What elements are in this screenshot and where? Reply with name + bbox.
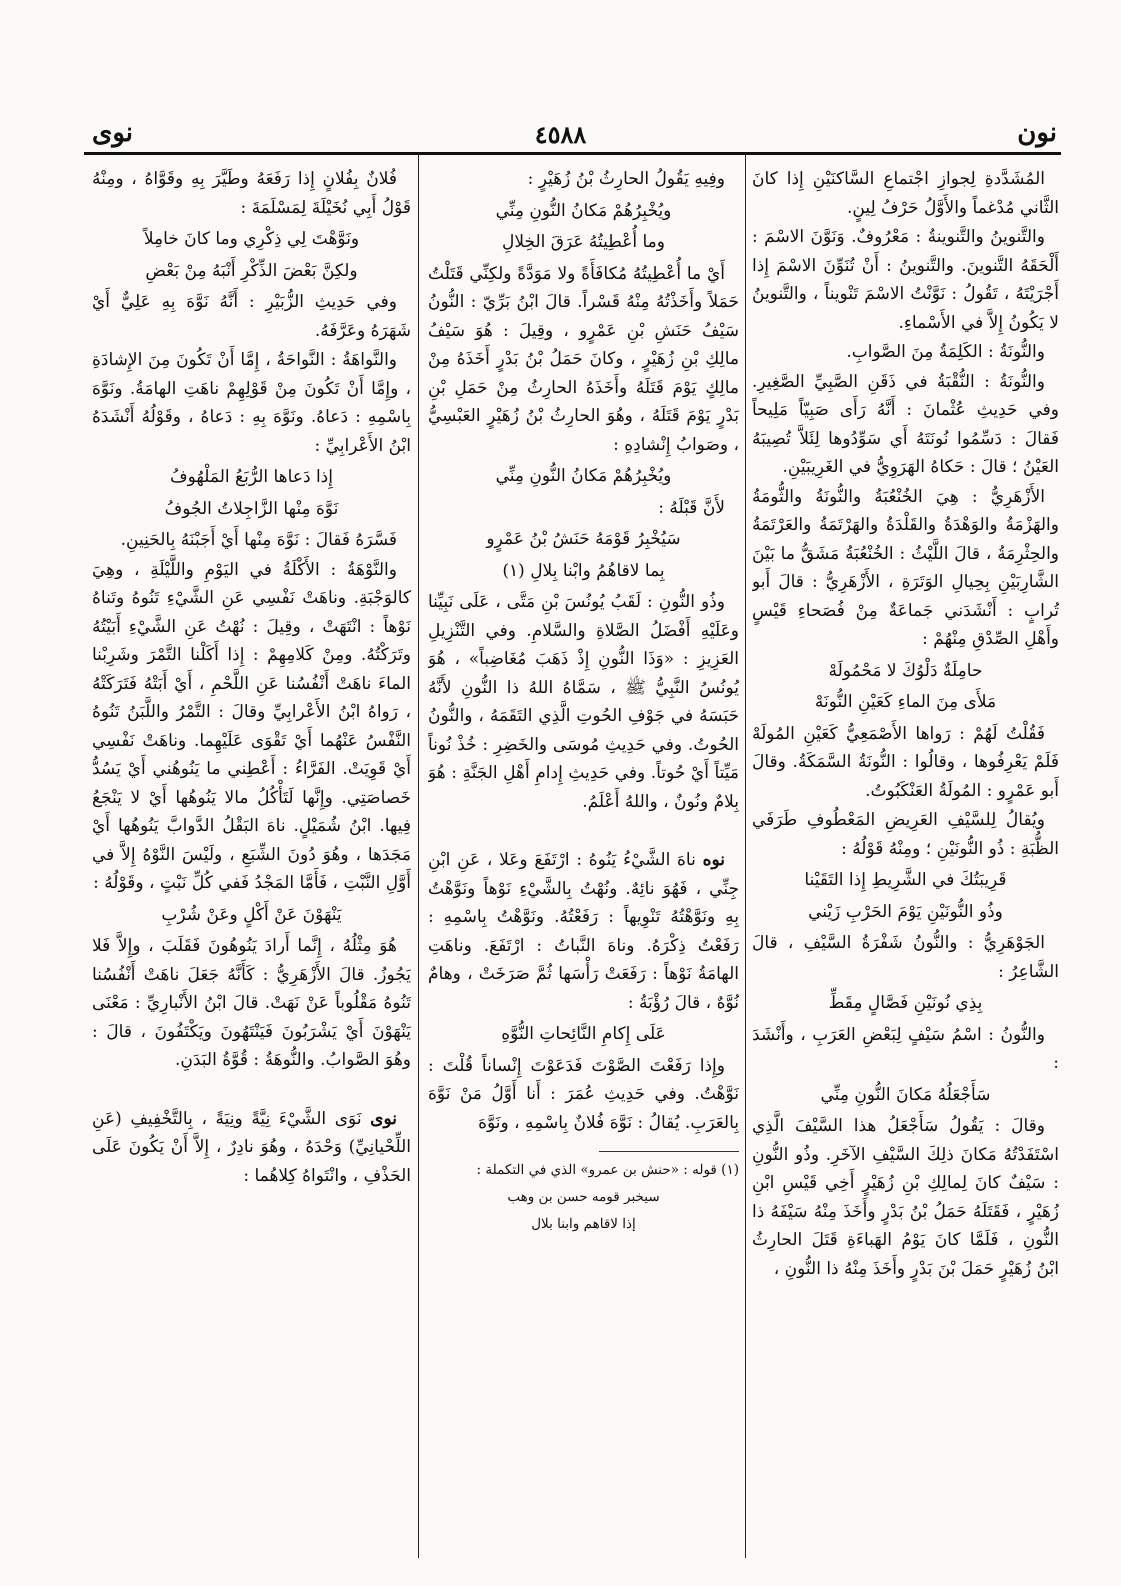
paragraph: لأَنَّ قَبْلَهُ : — [658, 497, 725, 518]
footnote-verse: سيخبر قومه حسن بن وهب — [507, 1189, 660, 1205]
left-column — [92, 165, 411, 1556]
entry-text: ناهَ الشَّيْءُ يَنُوهُ : ارْتَفَعَ وعَلا ، عَنِ ابْنِ جِنِّي ، فَهُوَ نائِهٌ. ونُهْتُ بِالشَّيْءِ نَوْهاً ونَوَّهْتُ بِهِ ونَوَّهْتُهُ تَنْوِيهاً : رَفَعْتُهُ. ونَوَّهْتُ بِاسْمِهِ : رَفَعْتُ ذِكْرَهُ. وناهَ النَّباتُ : ارْتَفَعَ. وناهَتِ الهامَةُ نَوْهاً : رَفَعَتْ رَأْسَها ثُمَّ صَرَخَتْ ، وهامٌ نُوَّهٌ ، قالَ رُؤْبَةُ : — [428, 850, 739, 1013]
verse: ونَوَّهْتَ لِي ذِكْرِي وما كانَ خامِلاً — [143, 229, 360, 249]
paragraph: والنُّونُ : اسْمُ سَيْفٍ لِبَعْضِ العَرَبِ ، وأَنْشَدَ : — [752, 1024, 1059, 1073]
paragraph: فَقُلْتُ لَهُمْ : رَواها الأَصْمَعِيُّ كَعَيْنِ المُولَهْ فَلَمْ يَعْرِفُوها ، وقالُوا : النُّونَةُ السَّمَكَةُ. وقالَ أَبو عَمْرٍو : المُولَةُ العَنْكَبُوتُ. — [752, 723, 1059, 801]
paragraph: وإِذا رَفَعْتَ الصَّوْتَ فَدَعَوْتَ إِنْساناً قُلْتَ : نَوَّهْتُ. وفي حَدِيثِ عُمَرَ : أَنا أَوَّلُ مَنْ نَوَّهَ بِالعَرَبِ. يُقالُ : نَوَّهَ فُلانٌ بِاسْمِهِ ، ونَوَّهَ — [428, 1055, 739, 1133]
verse: ويُخْبِرُهُمْ مَكانُ النُّونِ مِنِّي — [495, 200, 672, 221]
verse: سَأَجْعَلُهُ مَكانَ النُّونِ مِنِّي — [820, 1084, 991, 1105]
footnote-line: (١) قوله : «حنش بن عمرو» الذي في التكملة : — [476, 1162, 739, 1178]
verse: ولكِنَّ بَعْضَ الذِّكْرِ أَنْبَهُ مِنْ بَعْضِ — [145, 260, 358, 281]
column-divider-right — [745, 155, 746, 1558]
paragraph: والنُّونَةُ : الكَلِمَةُ مِنَ الصَّوابِ. — [846, 342, 1045, 362]
verse: سَيُخْبِرُ قَوْمَهُ حَنَشُ بْنُ عَمْرٍو — [486, 529, 681, 549]
paragraph: الأَزْهَرِيُّ : هِيَ الخُنْعُبَةُ والنُّونَةُ والثُّومَةُ والهَزْمَةُ والوَهْدَةُ والقَلْدَةُ والهَرْتَمَةُ والعَرْتَمَةُ والحِثْرِمَةُ ، قالَ اللَّيْثُ : الخُنْعُبَةُ مَشَقُّ ما بَيْنَ الشَّارِبَيْنِ بِحِيالِ الوَتَرَةِ ، الأَزْهَرِيُّ : قالَ أَبو تُرابٍ : أَنْشَدَني جَماعَةٌ مِنْ فُصَحاءِ قَيْسٍ وأَهْلِ الصِّدْقِ مِنْهُمْ : — [752, 486, 1059, 649]
entry-nwy — [92, 1105, 411, 1191]
verse: ويُخْبِرُهُمْ مَكانُ النُّونِ مِنِّي — [495, 466, 672, 486]
paragraph: فَسَّرَهُ فَقالَ : نَوَّهَ مِنْها أَيْ أَجَبْنَهُ بِالحَنِينِ. — [120, 530, 397, 550]
footnote-rule — [599, 1151, 739, 1152]
paragraph: المُشَدَّدةِ لِجوازِ اجْتماعِ السَّاكنَيْنِ إِذا كانَ الثَّاني مُدْغماً والأَوَّلُ حَرْفُ لِينٍ. — [752, 169, 1059, 218]
paragraph: هُوَ مِثْلُهُ ، إِنَّما أَرادَ يَنُوهُونَ فَقَلَبَ ، وإِلاَّ فَلا يَجُوزُ. قالَ الأَزْهَرِيُّ : كَأَنَّهُ جَعَلَ ناهَتْ أَنْفُسُنا تَنُوهُ مَقْلُوباً عَنْ نَهَتْ. قالَ ابْنُ الأَنْبارِيِّ : مَعْنَى يَنْهَوْنَ أَيْ يَشْرَبُونَ فَيَنْتَهُونَ ويَكْتَفُونَ ، قالَ : وهُوَ الصَّوابُ. والنُّوهَةُ : قُوَّةُ البَدَنِ. — [92, 936, 411, 1070]
verse: نَوَّهَ مِنْها الزَّاجِلاتُ الجُوفُ — [164, 498, 339, 519]
column-divider-left — [418, 155, 419, 1558]
headword: نوه — [702, 850, 725, 870]
page-number: ٤٥٨٨ — [534, 120, 587, 149]
paragraph: الجَوْهَرِيُّ : والنُّونُ شَفْرَةُ السَّيْفِ ، قالَ الشَّاعِرُ : — [752, 933, 1059, 982]
footnote — [428, 1158, 739, 1236]
verse: يَنْهَوْنَ عَنْ أَكْلٍ وعَنْ شُرْبِ — [161, 904, 342, 925]
paragraph: والنَّواهَةُ : النَّواحَةُ ، إِمَّا أَنْ تَكُونَ مِنَ الإِشادَةِ ، وإِمَّا أَنْ تَكُونَ مِنْ قَوْلِهِمْ ناهَتِ الهامَةُ. ونَوَّهَ بِاسْمِهِ : دَعاهُ. ونَوَّهَ بِهِ : دَعاهُ ، وقَوْلُهُ أَنْشَدَهُ ابْنُ الأَعْرابِيِّ : — [92, 350, 411, 456]
verse: وما أُعْطِيتُهُ عَرَقَ الخِلالِ — [502, 232, 665, 252]
footnote-verse: إذا لاقاهم وابنا بلال — [531, 1216, 636, 1232]
paragraph: ويُقالُ لِلسَّيْفِ العَرِيضِ المَعْطُوفِ طَرَفَي الظُّبَةِ : ذُو النُّونَيْنِ ؛ ومِنْهُ قَوْلُهُ : — [752, 810, 1059, 859]
header-right-word: نون — [1017, 118, 1057, 148]
verse: وذُو النُّونَيْنِ يَوْمَ الحَرْبِ زَيْني — [808, 901, 1003, 922]
paragraph: والنَّوْهَةُ : الأَكْلَةُ في اليَوْمِ واللَّيْلَةِ ، وهِيَ كالوَجْبَةِ. وناهَتْ نَفْسِي عَنِ الشَّيْءِ تَنُوهُ وتَناهُ نَوْهاً : انْتَهَتْ ، وقِيلَ : نُهْتُ عَنِ الشَّيْءِ أَبَيْتُهُ وتَرَكْتُهُ. ومِنْ كَلامِهِمْ : إِذا أَكَلْنا التَّمْرَ وشَرِبْنا الماءَ ناهَتْ أَنْفُسُنا عَنِ اللَّحْمِ ، أَيْ أَبَتْهُ فَتَرَكَتْهُ ، رَواهُ ابْنُ الأَعْرابِيِّ وقالَ : التَّمْرُ واللَّبَنُ تَنُوهُ النَّفْسُ عَنْهُما أَيْ تَقْوَى عَلَيْهِما. وناهَتْ نَفْسِي أَيْ قَوِيَتْ. الفَرَّاءُ : أَعْطِني ما يَنُوهُني أَيْ يَسُدُّ خَصاصَتِي. وإِنَّها لَتَأْكُلُ مالا يَنُوهُها أَيْ لا يَنْجَعُ فِيها. ابْنُ شُمَيْلٍ. ناهَ البَقْلُ الدَّوابَّ يَنُوهُها أَيْ مَجَدَها ، وهُوَ دُونَ الشِّبَعِ ، ولَيْسَ النَّوْهُ إِلاَّ في أَوَّلِ النَّبْتِ ، فَأَمَّا المَجْدُ فَفي كُلِّ نَبْتٍ ، وقَوْلُهُ : — [92, 559, 411, 893]
verse: بِما لاقاهُمُ وابْنا بِلالِ (١) — [502, 560, 665, 581]
header-left-word: نوى — [92, 118, 134, 148]
verse: قَرِيبَتُكَ في الشَّرِيطِ إِذا التَقَيْنا — [804, 870, 1007, 890]
paragraph: والنُّونَةُ : النُّقْبَةُ في ذَقَنِ الصَّبِيِّ الصَّغِيرِ. وفي حَدِيثِ عُثْمانَ : أَنَّهُ رَأَى صَبِيّاً مَلِيحاً فَقالَ : دَسِّمُوا نُونَتَهُ أَي سَوِّدُوها لِئَلاَّ تُصِيبَهُ العَيْنُ ؛ قالَ : حَكاهُ الهَرَوِيُّ في الغَرِيبَيْنِ. — [752, 371, 1059, 477]
verse: مَلأَى مِنَ الماءِ كَعَيْنِ النُّونَهْ — [814, 692, 997, 712]
header-rule — [84, 152, 1061, 155]
verse: إِذا دَعاها الرُّبَعُ المَلْهُوفُ — [170, 467, 333, 487]
paragraph: أَيْ ما أُعْطِيتُهُ مُكافَأَةً ولا مَوَدَّةً ولكِنِّي قَتَلْتُ حَمَلاً وأَخَذْتُهُ مِنْهُ قَسْراً. قالَ ابْنُ بَرِّيّ : النُّونُ سَيْفُ حَنَشِ بْنِ عَمْرٍو ، وقِيلَ : هُوَ سَيْفُ مالِكِ بْنِ زُهَيْرٍ ، وكانَ حَمَلُ بْنُ بَدْرٍ أَخَذَهُ مِنْ مالِكٍ يَوْمَ قَتَلَهُ وأَخَذَهُ الحارِثُ مِنْ حَمَلِ بْنِ بَدْرٍ يَوْمَ قَتَلَهُ ، وهُوَ الحارِثُ بْنُ زُهَيْرٍ العَبْسِيُّ ، وصَوابُ إِنْشادِهِ : — [428, 263, 739, 455]
headword: نوى — [370, 1108, 397, 1129]
entry-text: نَوَى الشَّيْءَ نِيَّةً ونِيَةً ، بِالتَّخْفِيفِ (عَنِ اللِّحْيانِيِّ) وَحْدَهُ ، وهُوَ نادِرٌ ، إِلاَّ أَنْ يَكُونَ عَلَى الحَذْفِ ، وانْتَواهُ كِلاهُما : — [92, 1108, 411, 1186]
verse: حامِلَةٌ دَلْوُكَ لا مَحْمُولَهْ — [828, 660, 983, 681]
paragraph: وقالَ : يَقُولُ سَأَجْعَلُ هذا السَّيْفَ الَّذِي اسْتَفَدْتُهُ مَكانَ ذلِكَ السَّيْفِ الآخَرِ. وذُو النُّونِ : سَيْفٌ كانَ لِمالِكِ بْنِ زُهَيْرٍ أَخِي قَيْسِ ابْنِ زُهَيْرٍ ، فَقَتَلَهُ حَمَلُ بْنُ بَدْرٍ وأَخَذَ مِنْهُ سَيْفَهُ ذا النُّونِ ، فَلَمَّا كانَ يَوْمُ الهَباءَةِ قَتَلَ الحارِثُ ابْنُ زُهَيْرٍ حَمَلَ بْنَ بَدْرٍ وأَخَذَ مِنْهُ ذا النُّونِ ، — [752, 1116, 1059, 1279]
verse: بِذِي نُونَيْنِ فَصَّالٍ مِقَطِّ — [828, 993, 983, 1013]
paragraph: وذُو النُّونِ : لَقَبُ يُونُسَ بْنِ مَتَّى ، عَلَى نَبِيِّنا وعَلَيْهِ أَفْضَلُ الصَّلاةِ والسَّلامِ. وفي التَّنْزِيلِ العَزِيزِ : «وَذَا النُّونِ إِذْ ذَهَبَ مُغَاضِباً» ، هُوَ يُونُسُ النَّبِيُّ ﷺ ، سَمَّاهُ اللهُ ذا النُّونِ لأَنَّهُ حَبَسَهُ في جَوْفِ الحُوتِ الَّذِي التَقَمَهُ ، والنُّونُ الحُوتُ. وفي حَدِيثِ مُوسَى والخَضِرِ : خُذْ نُوناً مَيِّتاً أَيْ حُوتاً. وفي حَدِيثِ إِدامِ أَهْلِ الجَنَّةِ : هُوَ بِلامٌ ونُونٌ ، واللهُ أَعْلَمُ. — [428, 592, 739, 812]
entry-nwh — [428, 846, 739, 1017]
paragraph: وفي حَدِيثِ الزُّبَيْرِ : أَنَّهُ نَوَّهَ بِهِ عَلِيٌّ أَيْ شَهَرَهُ وعَرَّفَهُ. — [92, 292, 411, 341]
right-column — [752, 165, 1059, 1556]
paragraph: فُلانٌ بِفُلانٍ إِذا رَفَعَهُ وطَيَّرَ بِهِ وقَوَّاهُ ، ومِنْهُ قَوْلُ أَبِي نُخَيْلَةَ لِمَسْلَمَةَ : — [92, 169, 411, 218]
middle-column — [428, 165, 739, 1556]
paragraph: والتَّنوينُ والتَّنوينةُ : مَعْرُوفٌ. وَنَوَّنَ الاسْمَ : أَلْحَقَهُ التَّنوينَ. والتَّنوينُ : أَنْ تُنَوِّنَ الاسْمَ إِذا أَجْرَيْتَهُ ، تَقُولُ : نَوَّنْتُ الاسْمَ تَنْويناً ، والتَّنوينُ لا يَكُونُ إِلاَّ في الأَسْماءِ. — [752, 227, 1059, 333]
verse: عَلَى إِكامِ النَّائِحاتِ النُّوَّهِ — [501, 1024, 666, 1044]
paragraph: وفِيهِ يَقُولُ الحارِثُ بْنُ زُهَيْرٍ : — [527, 169, 725, 189]
